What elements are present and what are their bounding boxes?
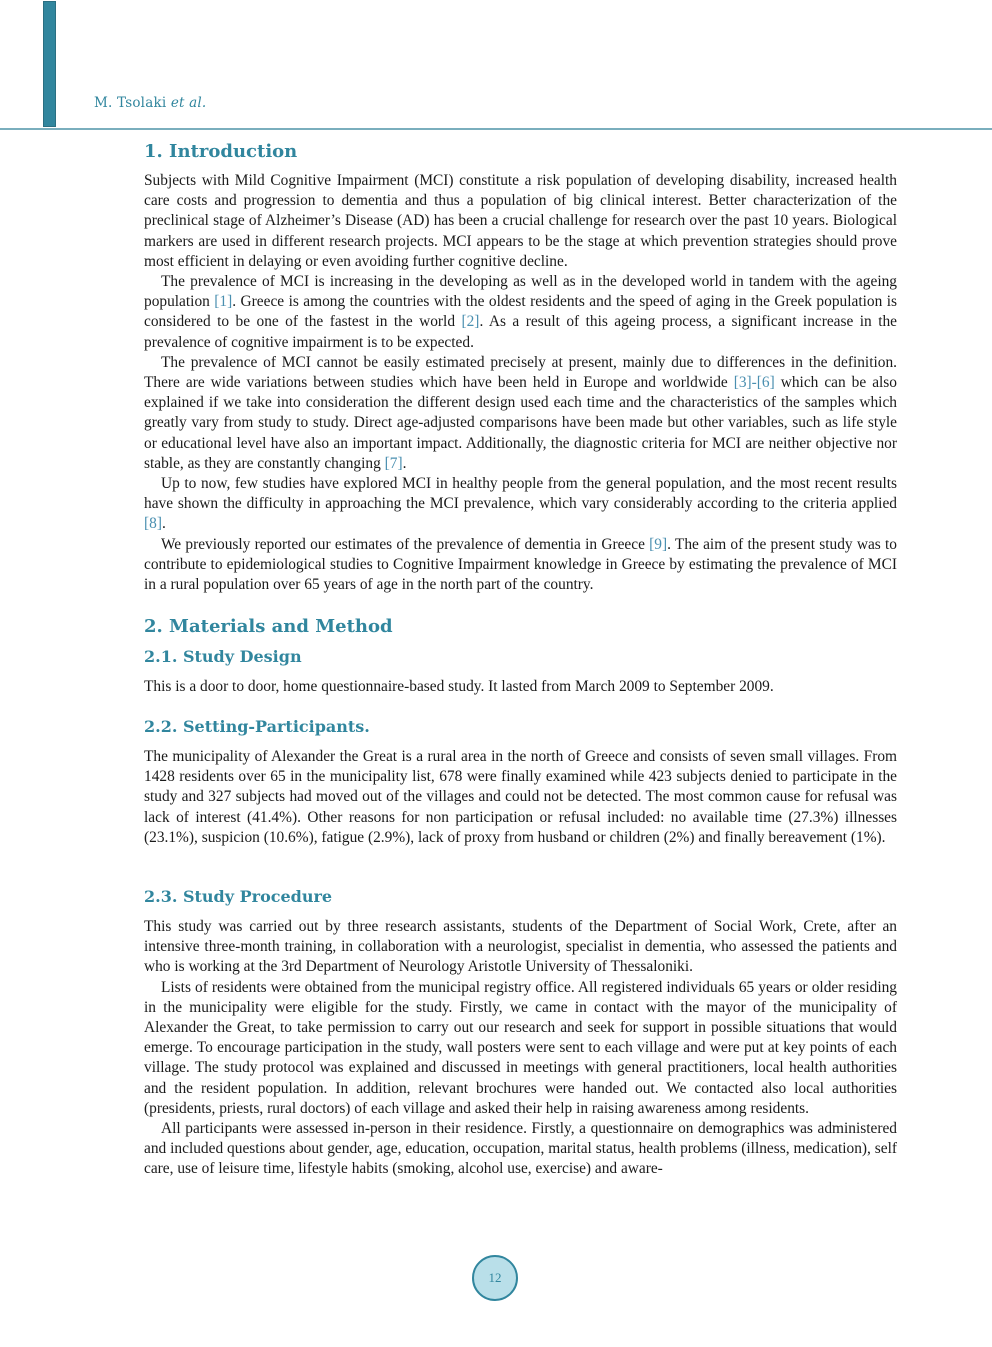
- text-run: This study was carried out by three research assistants, students of the Department of Social Work, Crete, after an intensive three-month training, in collaboration with a neurologist, specialist in dementia, who assessed the patients and who is working at the 3rd Department of Neurology Aristotle University of Thessaloniki.: [144, 918, 897, 976]
- header-divider: [0, 128, 992, 130]
- section-heading: 2.2. Setting-Participants.: [144, 717, 370, 736]
- paragraph: [144, 978, 897, 1119]
- paragraph: [144, 353, 897, 474]
- citation-link[interactable]: [2]: [461, 313, 480, 331]
- text-run: This is a door to door, home questionnaire-based study. It lasted from March 2009 to September 2009.: [144, 678, 774, 695]
- paragraph: [144, 272, 897, 353]
- citation-link[interactable]: [7]: [384, 454, 403, 472]
- running-header: [94, 95, 206, 111]
- text-run: Up to now, few studies have explored MCI in healthy people from the general population, and the most recent results have shown the difficulty in approaching the MCI prevalence, which vary considerably according to the criteria applied: [144, 475, 897, 513]
- text-run: . The aim of the present study was to contribute to epidemiological studies to Cognitive Impairment knowledge in Greece by estimating the prevalence of MCI in a rural population over 65 years of age in the north part of the country.: [144, 535, 897, 594]
- et-al: et al.: [170, 95, 207, 111]
- section-heading: 1. Introduction: [144, 141, 298, 162]
- page-number-text: 12: [488, 1270, 502, 1285]
- text-run: Lists of residents were obtained from the municipal registry office. All registered individuals 65 years or older residing in the municipality were eligible for the study. Firstly, we came in contact with the mayor of the municipality of Alexander the Great, to take permission to carry out our research and seek for support in possible situations that would emerge. To encourage participation in the study, wall posters were sent to each village and were put at key points of each village. The study protocol was explained and discussed in meetings with general practitioners, local health authorities and the resident population. In addition, relevant brochures were handed out. We contacted also local authorities (presidents, priests, rural doctors) of each village and asked their help in raising awareness among residents.: [144, 978, 897, 1117]
- section-setting-participants: [144, 716, 897, 848]
- paragraph: [144, 474, 897, 535]
- text-run: Subjects with Mild Cognitive Impairment (MCI) constitute a risk population of developing disability, increased health care costs and progression to dementia and thus a population of big clinical interest. Better characterization of the preclinical stage of Alzheimer’s Disease (AD) has been a crucial challenge for research over the past 10 years. Biological markers are used in different research projects. MCI appears to be the stage at which prevention strategies should prove most efficient in delaying or even avoiding further cognitive decline.: [144, 172, 897, 270]
- section-heading: 2.3. Study Procedure: [144, 887, 333, 906]
- citation-link[interactable]: [8]: [144, 515, 162, 533]
- section-heading: 2. Materials and Method: [144, 616, 393, 637]
- text-run: We previously reported our estimates of the prevalence of dementia in Greece: [161, 535, 650, 553]
- header-accent-bar: [43, 1, 56, 127]
- paragraph: [144, 677, 897, 697]
- section-study-design: [144, 646, 897, 697]
- section-heading: 2.1. Study Design: [144, 647, 302, 666]
- section-study-procedure: [144, 886, 897, 1180]
- text-run: The prevalence of MCI is increasing in the developing as well as in the developed world in tandem with the ageing population: [144, 273, 897, 311]
- paragraph: [144, 917, 897, 978]
- section-materials-method: [144, 615, 897, 639]
- paragraph: [144, 171, 897, 272]
- paragraph: [144, 535, 897, 596]
- paragraph: [144, 1119, 897, 1180]
- citation-link[interactable]: [3]-[6]: [733, 374, 775, 392]
- paragraph: [144, 747, 897, 848]
- text-run: . As a result of this ageing process, a significant increase in the prevalence of cognitive impairment is to be expected.: [144, 313, 897, 351]
- text-run: .: [402, 454, 407, 472]
- text-run: which can be also explained if we take into consideration the different design used each time and the characteristics of the samples which greatly vary from study to study. Direct age-adjusted comparisons have been made but other variables, such as life style or educational level have also an important impact. Additionally, the diagnostic criteria for MCI are neither objective nor stable, as they are constantly changing: [144, 374, 897, 472]
- citation-link[interactable]: [9]: [649, 535, 668, 553]
- text-run: The municipality of Alexander the Great is a rural area in the north of Greece and consists of seven small villages. From 1428 residents over 65 in the municipality list, 678 were finally examined while 423 subjects denied to participate in the study and 327 subjects had moved out of the villages and could not be detected. The most common cause for refusal was lack of interest (41.4%). Other reasons for non participation or refusal included: no available time (27.3%) illnesses (23.1%), suspicion (10.6%), fatigue (2.9%), lack of proxy from husband or children (2%) and finally bereavement (1%).: [144, 748, 897, 846]
- section-introduction: [144, 140, 897, 595]
- page-number: [472, 1255, 518, 1301]
- text-run: .: [161, 515, 166, 533]
- text-run: The prevalence of MCI cannot be easily estimated precisely at present, mainly due to differences in the definition. There are wide variations between studies which have been held in Europe and worldwide: [144, 353, 897, 392]
- text-run: . Greece is among the countries with the oldest residents and the speed of aging in the Greek population is considered to be one of the fastest in the world: [144, 293, 897, 331]
- text-run: All participants were assessed in-person in their residence. Firstly, a questionnaire on demographics was administered and included questions about gender, age, education, occupation, marital status, health problems (illness, medication), self care, use of leisure time, lifestyle habits (smoking, alcohol use, exercise) and aware-: [144, 1120, 897, 1178]
- citation-link[interactable]: [1]: [214, 293, 233, 311]
- author: M. Tsolaki: [94, 95, 167, 111]
